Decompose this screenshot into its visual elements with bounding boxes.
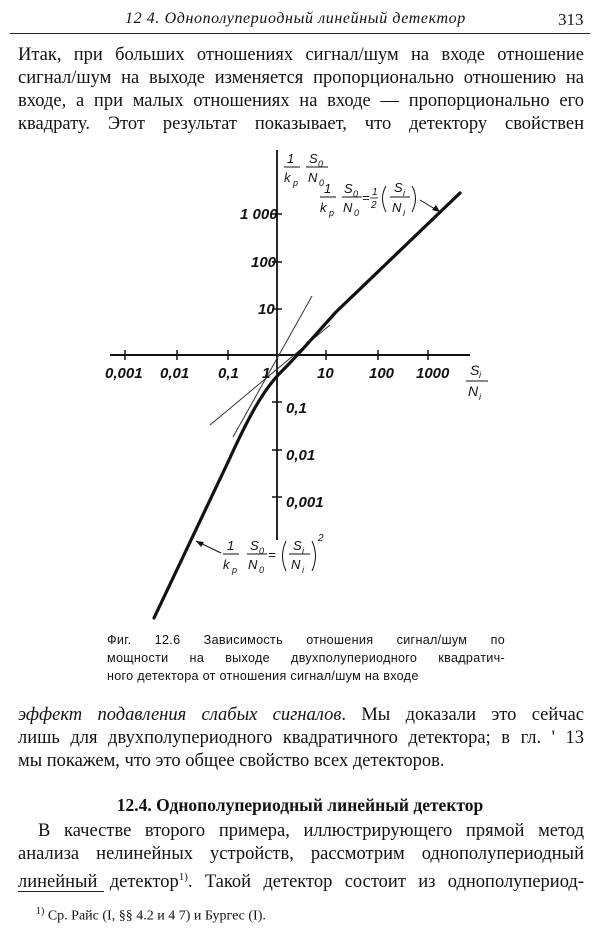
text-line: лишь для двухполупериодного квадратичного детектора; в гл. ' 13	[18, 728, 584, 748]
svg-text:1: 1	[227, 538, 235, 553]
svg-text:N: N	[343, 200, 353, 215]
svg-text:i: i	[403, 188, 405, 198]
x-tick-label: 10	[317, 365, 334, 382]
text-line: анализа нелинейных устройств, рассмотрим однополупериодный	[18, 844, 584, 864]
svg-text:k: k	[223, 557, 230, 572]
x-tick-label: 0,001	[105, 365, 143, 382]
svg-text:S: S	[293, 538, 302, 553]
svg-text:i: i	[479, 392, 481, 402]
y-tick-label: 10	[258, 301, 275, 318]
paragraph-1	[18, 44, 584, 136]
svg-text:p: p	[232, 565, 238, 575]
svg-text:S: S	[309, 151, 318, 166]
caption-line: мощности на выходе двухполупериодного квадратич-	[107, 651, 505, 665]
svg-text:0: 0	[353, 189, 359, 199]
caption-line: Фиг. 12.6 Зависимость отношения сигнал/шум по	[107, 633, 505, 647]
svg-text:1: 1	[372, 187, 378, 198]
svg-text:N: N	[468, 383, 479, 399]
footnote-text: Ср. Райс (I, §§ 4.2 и 4 7) и Бургес (I).	[44, 908, 266, 924]
page-number: 313	[558, 10, 584, 29]
text-line	[18, 866, 584, 893]
svg-text:N: N	[308, 170, 318, 185]
text-line: Итак, при больших отношениях сигнал/шум на входе отношение	[18, 45, 584, 65]
svg-text:2: 2	[318, 533, 324, 544]
svg-text:S: S	[470, 362, 480, 378]
running-title: 12 4. Однополупериодный линейный детектор	[125, 10, 466, 27]
text-line: мы покажем, что это общее свойство всех детекторов.	[18, 751, 445, 771]
text-run: линейный детектор	[18, 872, 179, 893]
svg-text:S: S	[250, 538, 259, 553]
y-tick-label: 1 000	[240, 206, 278, 223]
svg-text:p: p	[329, 208, 335, 218]
square-law-formula	[196, 533, 324, 575]
svg-text:0: 0	[318, 159, 324, 169]
x-tick-label: 100	[369, 365, 395, 382]
footnote-rule	[18, 891, 104, 892]
svg-text:1: 1	[324, 181, 332, 196]
paragraph-3	[18, 820, 584, 893]
svg-text:0: 0	[319, 178, 325, 188]
y-tick-label: 100	[251, 254, 277, 271]
footnote-number: 1)	[36, 906, 45, 917]
svg-text:i: i	[302, 565, 304, 575]
y-tick-label: 0,1	[286, 400, 307, 417]
figure-caption	[107, 631, 505, 685]
svg-text:i: i	[302, 546, 304, 556]
x-axis-label	[466, 362, 488, 402]
x-tick-label: 0,01	[160, 365, 190, 382]
svg-text:0: 0	[259, 546, 265, 556]
text-line: квадрату. Этот результат показывает, что детектору свойствен	[18, 114, 584, 134]
section-heading: 12.4. Однополупериодный линейный детектор	[116, 795, 484, 815]
svg-text:k: k	[284, 170, 291, 185]
x-tick-label: 1	[262, 365, 271, 382]
text-line	[18, 704, 584, 727]
figure-12-6	[0, 140, 600, 630]
svg-text:0: 0	[259, 565, 265, 575]
y-axis-label	[284, 151, 328, 188]
text-run: . Мы доказали это сейчас	[341, 705, 584, 725]
caption-line: ного детектора от отношения сигнал/шум на входе	[107, 669, 419, 683]
header-rule	[10, 33, 590, 34]
svg-text:k: k	[320, 200, 327, 215]
text-line: входе, а при малых отношениях на входе — пропорционально его	[18, 91, 584, 111]
paragraph-2	[18, 704, 584, 773]
text-run: . Такой детектор состоит из однополупериод-	[187, 872, 584, 893]
text-line: сигнал/шум на выходе изменяется пропорционально отношению на	[18, 68, 584, 88]
linear-law-formula	[320, 180, 440, 218]
svg-text:p: p	[293, 178, 299, 188]
svg-text:N: N	[248, 557, 258, 572]
text-line: В качестве второго примера, иллюстрирующего прямой метод	[38, 821, 584, 841]
svg-text:i: i	[403, 208, 405, 218]
svg-text:1: 1	[287, 151, 295, 166]
y-tick-label: 0,001	[286, 494, 324, 511]
svg-text:i: i	[479, 370, 481, 380]
emphasis-text: эффект подавления слабых сигналов	[18, 705, 342, 725]
svg-text:0: 0	[354, 208, 360, 218]
y-tick-label: 0,01	[286, 447, 316, 464]
svg-text:2: 2	[371, 200, 377, 211]
x-tick-label: 0,1	[218, 365, 239, 382]
x-tick-label: 1000	[416, 365, 450, 382]
page-header	[0, 0, 600, 32]
footnote-mark: 1)	[178, 871, 188, 883]
svg-text:S: S	[394, 180, 403, 195]
svg-text:N: N	[291, 557, 301, 572]
footnote	[36, 906, 266, 925]
svg-text:N: N	[392, 200, 402, 215]
svg-text:=: =	[268, 547, 276, 562]
svg-text:=: =	[362, 190, 370, 205]
svg-text:S: S	[344, 181, 353, 196]
